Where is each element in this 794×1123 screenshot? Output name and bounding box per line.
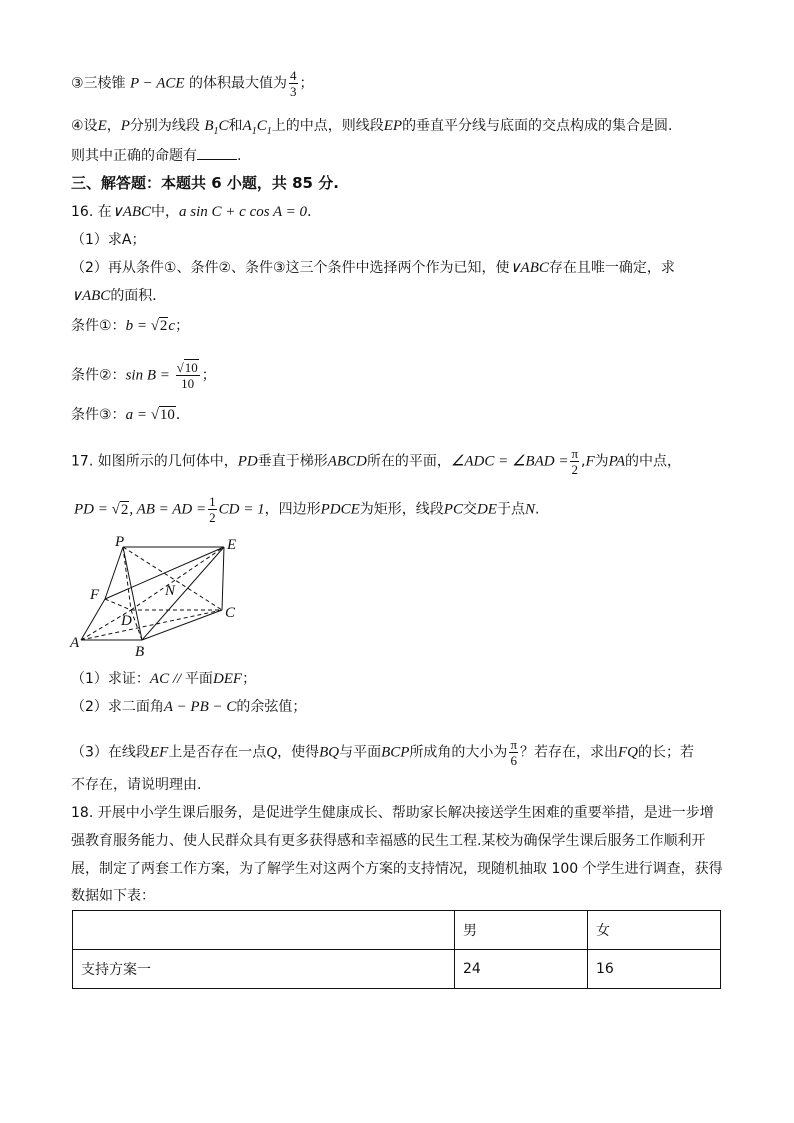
q18-line-2: 强教育服务能力、使人民群众具有更多获得感和幸福感的民生工程.某校为确保学生课后服务工作顺利开 xyxy=(71,833,706,849)
edge-fd xyxy=(105,599,131,610)
q17-part3-cont: 不存在，请说明理由. xyxy=(71,777,202,793)
q17-stem-1: 17. 如图所示的几何体中，PD垂直于梯形ABCD所在的平面，∠ADC = ∠BAD = $\frac{\pi}{2}$ ,F为PA的中点， xyxy=(71,446,682,477)
edge-ac xyxy=(81,610,222,640)
q16-stem: 16. 在∨ABC中，a sin C + c cos A = 0． xyxy=(71,204,322,220)
segment-b1c: $B_1C$ xyxy=(204,118,229,137)
q17-stem-2: PD = √2, AB = AD = $\frac{1}{2}$ CD = 1，四边形PDCE为矩形，线段PC交DE于点N. xyxy=(74,494,540,525)
table-header-row xyxy=(73,911,721,950)
label-p: P xyxy=(115,534,125,550)
edge-ec xyxy=(222,547,224,610)
table-cell: 16 xyxy=(588,950,721,989)
q16-part2-cont: ∨ABC的面积． xyxy=(71,288,167,304)
answer-blank xyxy=(197,145,237,160)
table-cell: 24 xyxy=(455,950,588,989)
section-title: 三、解答题：本题共 6 小题，共 85 分. xyxy=(71,174,339,192)
table-header-cell: 男 xyxy=(455,911,588,950)
label-n: N xyxy=(165,583,176,599)
fraction-sqrt10-10: $\frac{√10}{10}$ xyxy=(176,360,198,391)
edge-eb xyxy=(142,547,224,640)
edge-fa xyxy=(81,599,105,640)
q17-part3: （3）在线段EF上是否存在一点Q，使得BQ与平面BCP所成角的大小为 $\frac{\pi}{6}$ ？若存在，求出FQ的长；若 xyxy=(71,737,695,768)
q16-part2: （2）再从条件①、条件②、条件③这三个条件中选择两个作为已知，使∨ABC存在且唯一确定，求 xyxy=(71,260,675,276)
q18-line-3: 展，制定了两套工作方案，为了解学生对这两个方案的支持情况，现随机抽取 100 个学生进行调查，获得 xyxy=(71,861,723,877)
label-d: D xyxy=(121,613,132,629)
item-4: ④设E，P分别为线段 $B_1C$和$A_1C_1$上的中点，则线段EP的垂直平分线与底面的交点构成的集合是圆. xyxy=(71,118,673,137)
edge-pf xyxy=(105,547,123,599)
condition-2: 条件②：sin B = $\frac{√10}{10}$ ； xyxy=(71,360,216,391)
edge-bc xyxy=(142,610,222,640)
geometry-figure xyxy=(68,532,248,662)
q16-part1: （1）求A； xyxy=(71,232,146,248)
condition-3: 条件③：a = √10． xyxy=(71,407,190,423)
edge-pc xyxy=(123,547,222,610)
segment-a1c1: $A_1C_1$ xyxy=(242,118,272,137)
table-header-cell: 女 xyxy=(588,911,721,950)
fraction-4-3: $\frac{4}{3}$ xyxy=(290,68,297,99)
expr-p-ace: P − ACE xyxy=(130,75,185,92)
condition-1: 条件①：b = √2c； xyxy=(71,318,190,334)
q18-line-4: 数据如下表： xyxy=(71,888,155,904)
q18-line-1: 18. 开展中小学生课后服务，是促进学生健康成长、帮助家长解决接送学生困难的重要举措，是进一步增 xyxy=(71,805,714,821)
q17-part2: （2）求二面角A − PB − C的余弦值； xyxy=(71,699,307,715)
q17-part1: （1）求证：AC // 平面DEF； xyxy=(71,671,257,687)
table-cell: 支持方案一 xyxy=(73,950,455,989)
survey-table xyxy=(72,910,721,989)
question-ask: 则其中正确的命题有 . xyxy=(71,145,241,166)
label-e: E xyxy=(227,537,237,553)
table-row xyxy=(73,950,721,989)
label-f: F xyxy=(90,587,100,603)
label-c: C xyxy=(225,605,236,621)
label-a: A xyxy=(70,635,80,651)
table-header-cell xyxy=(73,911,455,950)
item-3: ③三棱锥 P − ACE 的体积最大值为 $\frac{4}{3}$ ； xyxy=(71,68,314,99)
label-b: B xyxy=(135,644,145,660)
edge-de xyxy=(131,547,224,610)
